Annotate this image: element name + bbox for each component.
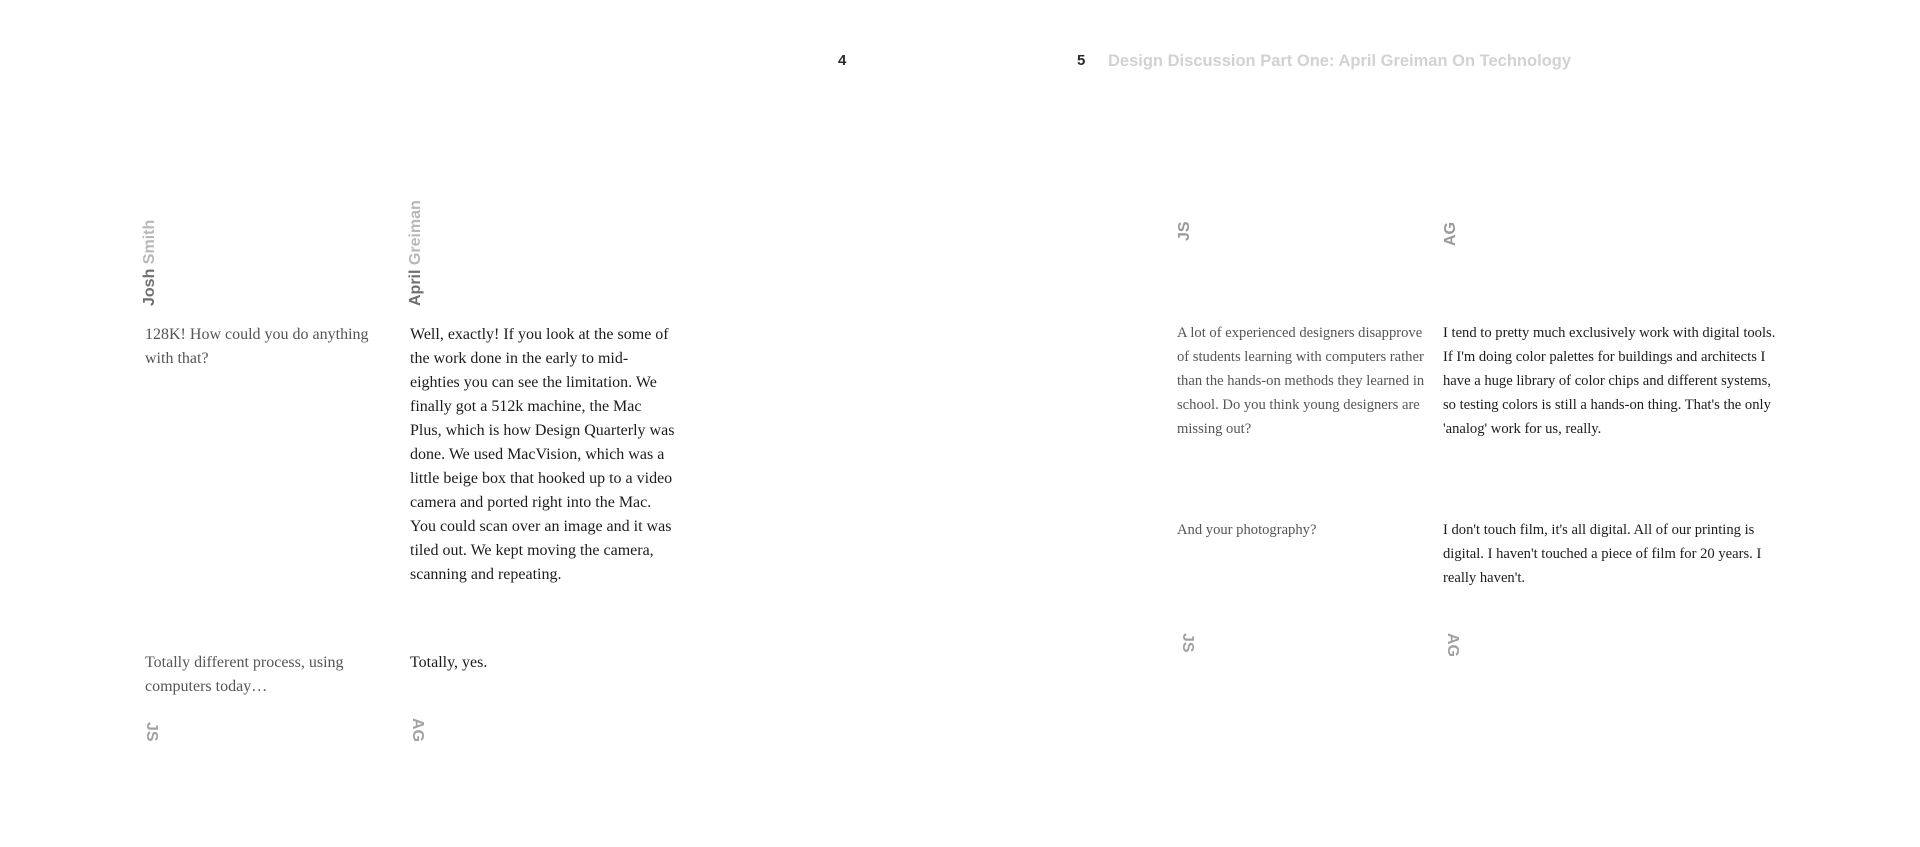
answer-text: I don't touch film, it's all digital. All of our printing is digital. I haven't touched a piece of film for 20 years. I really haven't. [1443,522,1762,586]
speaker-last-name: Smith [141,219,158,265]
question-text: A lot of experienced designers disapprove of students learning with computers rather than the hands-on methods they learned in school. Do you think young designers are missing out? [1177,325,1425,437]
answer-text: I tend to pretty much exclusively work with digital tools. If I'm doing color palettes for buildings and architects I have a huge library of color chips and different systems, so testing colors is still a hands-on thing. That's the only 'analog' work for us, really. [1443,325,1776,437]
speaker-first-name: Josh [141,268,158,306]
speaker-initials-js: JS [143,722,160,742]
question-text: Totally different process, using computers today… [145,654,344,695]
question-text: 128K! How could you do anything with that? [145,326,369,367]
speaker-initials-ag: AG [1442,222,1459,246]
running-head: Design Discussion Part One: April Greiman On Technology [1108,52,1571,70]
page-number-left: 4 [838,52,847,69]
speaker-first-name: April [407,269,424,306]
answer-text: Totally, yes. [410,654,488,671]
speaker-label-april-greiman [408,200,424,306]
speaker-initials-js: JS [1179,633,1196,653]
speaker-label-josh-smith [142,220,158,306]
speaker-initials-js: JS [1176,221,1193,241]
answer-text: Well, exactly! If you look at the some of the work done in the early to mid-eighties you can see the limitation. We finally got a 512k machine, the Mac Plus, which is how Design Quarterly was done. We used MacVision, which was a little beige box that hooked up to a video camera and ported right into the Mac. You could scan over an image and it was tiled out. We kept moving the camera, scanning and repeating. [410,326,675,583]
page-number-right: 5 [1077,52,1086,69]
question-text: And your photography? [1177,522,1317,538]
speaker-initials-ag: AG [1444,633,1461,657]
speaker-last-name: Greiman [407,200,424,266]
speaker-initials-ag: AG [409,718,426,742]
